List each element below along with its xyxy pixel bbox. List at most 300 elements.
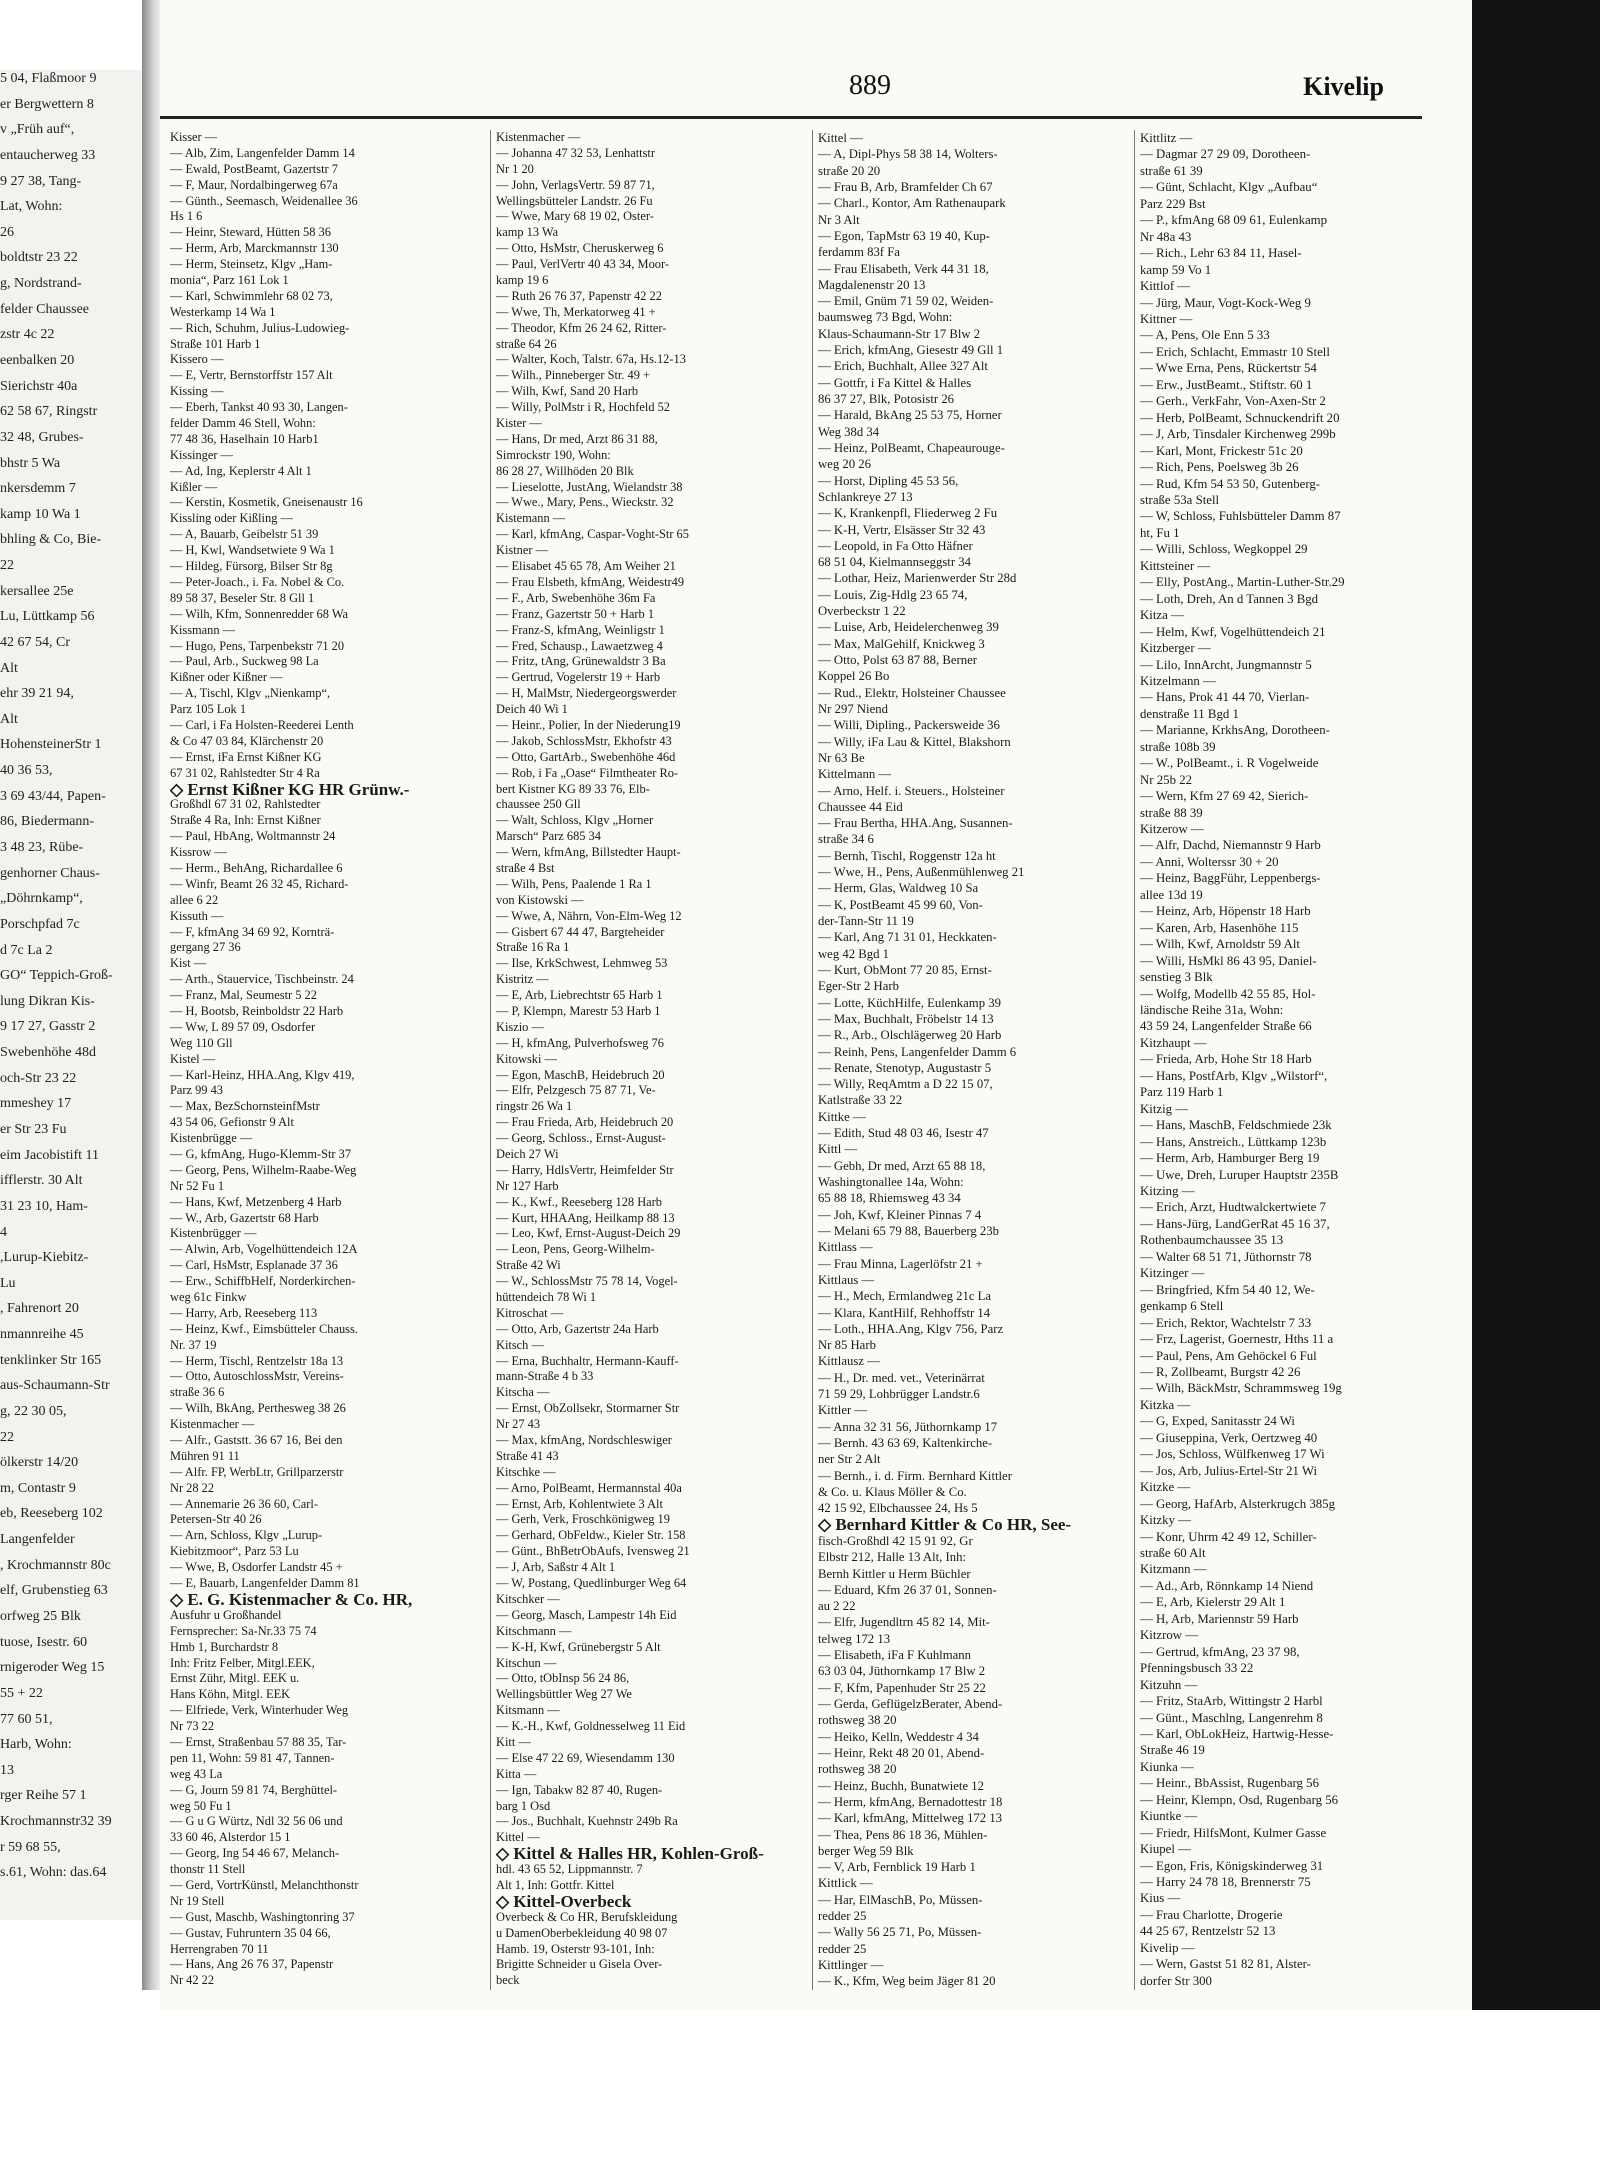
directory-entry: — Günt, Schlacht, Klgv „Aufbau“ (1140, 180, 1318, 195)
directory-entry: Kistenbrügger — (170, 1226, 257, 1241)
directory-entry: Straße 41 43 (496, 1448, 559, 1463)
directory-entry: Kissinger — (170, 447, 233, 462)
directory-entry: — Rich., Lehr 63 84 11, Hasel- (1140, 246, 1302, 261)
fragment-line: g, Nordstrand- (0, 276, 82, 292)
directory-entry: Weg 38d 34 (818, 424, 880, 439)
fragment-line: 86, Biedermann- (0, 814, 95, 830)
directory-entry: — Theodor, Kfm 26 24 62, Ritter- (496, 320, 667, 335)
directory-entry: Kiszio — (496, 1019, 544, 1034)
directory-entry: — H, Bootsb, Reinboldstr 22 Harb (170, 1003, 344, 1018)
directory-entry: — Ernst, ObZollsekr, Stormarner Str (496, 1401, 680, 1416)
directory-entry: Kitzelmann — (1140, 673, 1216, 688)
directory-entry: straße 108b 39 (1140, 739, 1216, 754)
directory-entry: Kius — (1140, 1891, 1181, 1906)
directory-entry: — P., kfmAng 68 09 61, Eulenkamp (1140, 213, 1328, 228)
directory-entry: — Egon, MaschB, Heidebruch 20 (496, 1067, 665, 1082)
directory-entry: — Karl-Heinz, HHA.Ang, Klgv 419, (170, 1067, 355, 1082)
directory-entry: — Wilh, Pens, Paalende 1 Ra 1 (496, 876, 652, 891)
directory-entry: — Franz-S, kfmAng, Weinligstr 1 (496, 622, 665, 637)
directory-entry: — Paul, VerlVertr 40 43 34, Moor- (496, 257, 669, 272)
directory-entry: kamp 13 Wa (496, 225, 559, 240)
directory-entry: — G, Journ 59 81 74, Berghüttel- (170, 1782, 338, 1797)
directory-entry: — Erich, Rektor, Wachtelstr 7 33 (1140, 1315, 1311, 1330)
directory-entry: bert Kistner KG 89 33 76, Elb- (496, 781, 650, 796)
directory-entry: — Frau Elisabeth, Verk 44 31 18, (818, 261, 989, 276)
directory-entry: — Jürg, Maur, Vogt-Kock-Weg 9 (1140, 295, 1311, 310)
directory-entry: weg 20 26 (818, 457, 871, 472)
directory-entry: — Annemarie 26 36 60, Carl- (170, 1496, 318, 1511)
directory-entry: Kiupel — (1140, 1842, 1191, 1857)
directory-entry: — W., PolBeamt., i. R Vogelweide (1140, 756, 1319, 771)
header-rule (160, 116, 1422, 119)
directory-entry: — Jos, Schloss, Wülfkenweg 17 Wi (1140, 1447, 1325, 1462)
directory-entry: — Frau Charlotte, Drogerie (1140, 1907, 1283, 1922)
directory-entry: — Hans, Anstreich., Lüttkamp 123b (1140, 1134, 1327, 1149)
directory-entry: straße 4 Bst (496, 860, 555, 875)
directory-entry: Schlankreye 27 13 (818, 489, 913, 504)
running-header: Kivelip (1303, 72, 1384, 101)
directory-entry: — Joh, Kwf, Kleiner Pinnas 7 4 (818, 1207, 982, 1222)
directory-entry: — H, MalMstr, Niedergeorgswerder (496, 686, 677, 701)
directory-entry: Pfenningsbusch 33 22 (1140, 1661, 1254, 1676)
directory-entry: Nr 63 Be (818, 750, 865, 765)
directory-entry: — H., Dr. med. vet., Veterinärrat (818, 1370, 985, 1385)
directory-entry: weg 42 Bgd 1 (818, 946, 890, 961)
directory-entry: — Heiko, Kelln, Weddestr 4 34 (818, 1729, 979, 1744)
directory-entry: — Gertrud, kfmAng, 23 37 98, (1140, 1644, 1300, 1659)
fragment-line: kersallee 25e (0, 583, 74, 599)
directory-entry: — Wern, kfmAng, Billstedter Haupt- (496, 845, 681, 860)
directory-entry: — Renate, Stenotyp, Augustastr 5 (818, 1060, 992, 1075)
directory-entry: Kitzberger — (1140, 641, 1211, 656)
directory-entry: — Wilh, Kwf, Sand 20 Harb (496, 384, 639, 399)
directory-entry: — Willi, Schloss, Wegkoppel 29 (1140, 542, 1308, 557)
directory-entry: Parz 119 Harb 1 (1140, 1085, 1224, 1100)
directory-entry: — Karen, Arb, Hasenhöhe 115 (1140, 920, 1299, 935)
directory-entry: — Bernh., i. d. Firm. Bernhard Kittler (818, 1468, 1012, 1483)
directory-entry: — Ruth 26 76 37, Papenstr 42 22 (496, 288, 662, 303)
directory-entry: Deich 27 Wi (496, 1147, 559, 1161)
directory-entry: Parz 105 Lok 1 (170, 702, 247, 717)
directory-entry: — Wwe, Th, Merkatorweg 41 + (496, 304, 656, 319)
directory-entry: Nr 127 Harb (496, 1178, 559, 1193)
directory-entry: Parz 99 43 (170, 1083, 223, 1098)
directory-entry: allee 13d 19 (1140, 887, 1203, 902)
directory-entry: redder 25 (818, 1941, 867, 1956)
fragment-line: s.61, Wohn: das.64 (0, 1865, 107, 1881)
column-divider (490, 130, 491, 1990)
directory-entry: — Ign, Tabakw 82 87 40, Rugen- (496, 1782, 663, 1797)
directory-entry: Nr 1 20 (496, 161, 534, 176)
directory-entry: Petersen-Str 40 26 (170, 1512, 262, 1527)
directory-entry: 86 28 27, Willhöden 20 Blk (496, 463, 634, 478)
directory-entry: — Günth., Seemasch, Weidenallee 36 (170, 193, 358, 208)
directory-entry: — Franz, Gazertstr 50 + Harb 1 (496, 606, 655, 621)
directory-entry: — Melani 65 79 88, Bauerberg 23b (818, 1223, 999, 1238)
directory-entry: dorfer Str 300 (1140, 1973, 1212, 1988)
directory-entry: denstraße 11 Bgd 1 (1140, 706, 1239, 721)
directory-entry: Kistemann — (496, 511, 566, 526)
directory-entry: — Gustav, Fuhruntern 35 04 66, (170, 1925, 331, 1940)
page-number: 889 (849, 70, 891, 101)
directory-entry: — Elfr, Jugendltrn 45 82 14, Mit- (818, 1615, 990, 1630)
directory-entry: — Max, kfmAng, Nordschleswiger (496, 1433, 672, 1448)
directory-entry: Kißler — (170, 479, 218, 494)
directory-entry: Wellingsbütteler Landstr. 26 Fu (496, 193, 653, 208)
directory-entry: Straße 42 Wi (496, 1258, 561, 1273)
directory-entry: — Hans, MaschB, Feldschmiede 23k (1140, 1118, 1332, 1133)
directory-entry: Hmb 1, Burchardstr 8 (170, 1639, 279, 1654)
directory-entry: — Heinr, Rekt 48 20 01, Abend- (818, 1745, 985, 1760)
directory-entry: — Jos, Arb, Julius-Ertel-Str 21 Wi (1140, 1463, 1318, 1478)
directory-entry: Straße 101 Harb 1 (170, 336, 261, 351)
directory-entry: — Wern, Kfm 27 69 42, Sierich- (1140, 789, 1309, 804)
directory-entry: fisch-Großhdl 42 15 91 92, Gr (818, 1533, 973, 1548)
directory-entry: Kitzing — (1140, 1184, 1195, 1198)
directory-entry: Kittler — (818, 1403, 868, 1418)
fragment-line: felder Chaussee (0, 301, 90, 317)
directory-entry: — Günt., Maschlng, Langenrehm 8 (1140, 1710, 1323, 1725)
directory-entry: au 2 22 (818, 1599, 856, 1614)
directory-entry: — Max, Buchhalt, Fröbelstr 14 13 (818, 1011, 994, 1026)
directory-entry: — Erich, Schlacht, Emmastr 10 Stell (1140, 344, 1330, 359)
directory-entry: ◇ Bernhard Kittler & Co HR, See- (818, 1516, 1072, 1533)
directory-entry: — Erich, kfmAng, Giesestr 49 Gll 1 (818, 343, 1004, 358)
directory-entry: — Paul, Pens, Am Gehöckel 6 Ful (1140, 1348, 1317, 1363)
directory-entry: Kistenbrügge — (170, 1131, 253, 1146)
directory-entry: — Heinr., Polier, In der Niederung19 (496, 717, 681, 732)
directory-entry: — Leo, Kwf, Ernst-August-Deich 29 (496, 1226, 681, 1241)
directory-entry: kamp 59 Vo 1 (1140, 262, 1212, 277)
directory-entry: — Frieda, Arb, Hohe Str 18 Harb (1140, 1052, 1312, 1067)
directory-entry: — E, Arb, Liebrechtstr 65 Harb 1 (496, 988, 663, 1003)
directory-entry: — Wwe., Mary, Pens., Wieckstr. 32 (496, 495, 674, 510)
directory-entry: — Anna 32 31 56, Jüthornkamp 17 (818, 1419, 998, 1434)
directory-entry: 63 03 04, Jüthornkamp 17 Blw 2 (818, 1664, 986, 1679)
fragment-line: Sierichstr 40a (0, 378, 78, 394)
directory-entry: — Willy, PolMstr i R, Hochfeld 52 (496, 400, 671, 415)
directory-entry: — Loth., HHA.Ang, Klgv 756, Parz (818, 1321, 1004, 1336)
directory-entry: — Herm, Arb, Hamburger Berg 19 (1140, 1151, 1320, 1166)
directory-entry: Westerkamp 14 Wa 1 (170, 304, 276, 319)
directory-entry: — Herb, PolBeamt, Schnuckendrift 20 (1140, 410, 1340, 425)
directory-entry: senstieg 3 Blk (1140, 970, 1213, 985)
directory-entry: — Wwe, A, Nährn, Von-Elm-Weg 12 (496, 908, 682, 923)
directory-entry: — Gottfr, i Fa Kittel & Halles (818, 375, 972, 390)
directory-entry: Straße 46 19 (1140, 1743, 1205, 1758)
directory-entry: — Otto, AutoschlossMstr, Vereins- (170, 1369, 344, 1384)
directory-entry: — K, Krankenpfl, Fliederweg 2 Fu (818, 506, 998, 521)
directory-entry: Kittlitz — (1140, 131, 1193, 145)
fragment-line: 13 (0, 1762, 14, 1778)
directory-entry: — Heinr., BbAssist, Rugenbarg 56 (1140, 1776, 1319, 1791)
directory-entry: Kittner — (1140, 311, 1193, 326)
column-3 (818, 130, 1130, 2000)
directory-entry: & Co. u. Klaus Möller & Co. (818, 1484, 967, 1499)
directory-entry: — Ernst, iFa Ernst Kißner KG (170, 749, 322, 764)
directory-entry: Kitt — (496, 1734, 531, 1749)
directory-entry: — F., Arb, Swebenhöhe 36m Fa (496, 590, 656, 605)
directory-entry: Kitschker — (496, 1591, 560, 1606)
directory-entry: Kittel — (496, 1830, 540, 1845)
directory-entry: — Günt., BhBetrObAufs, Ivensweg 21 (496, 1544, 690, 1559)
directory-entry: Kitzmann — (1140, 1562, 1207, 1577)
directory-entry: — Eduard, Kfm 26 37 01, Sonnen- (818, 1582, 997, 1597)
directory-entry: ◇ Kittel-Overbeck (496, 1893, 632, 1910)
dark-scan-border (1472, 0, 1600, 2010)
fragment-line: 9 27 38, Tang- (0, 173, 82, 189)
fragment-line: er Str 23 Fu (0, 1121, 67, 1137)
directory-entry: — Erich, Arzt, Hudtwalckertwiete 7 (1140, 1200, 1326, 1215)
directory-entry: 42 15 92, Elbchaussee 24, Hs 5 (818, 1501, 978, 1516)
directory-entry: — Heinz, Arb, Höpenstr 18 Harb (1140, 904, 1311, 919)
fragment-line: 40 36 53, (0, 763, 53, 779)
directory-entry: — Harry 24 78 18, Brennerstr 75 (1140, 1875, 1311, 1890)
directory-entry: kamp 19 6 (496, 273, 549, 288)
directory-entry: — K., Kfm, Weg beim Jäger 81 20 (818, 1974, 996, 1989)
directory-entry: — Willy, ReqAmtm a D 22 15 07, (818, 1077, 993, 1092)
fragment-line: 55 + 22 (0, 1685, 43, 1701)
directory-entry: — Gerd, VortrKünstl, Melanchthonstr (170, 1877, 359, 1892)
directory-entry: Herrengraben 70 11 (170, 1941, 269, 1956)
directory-entry: Klaus-Schaumann-Str 17 Blw 2 (818, 326, 981, 341)
directory-entry: u DamenOberbekleidung 40 98 07 (496, 1925, 668, 1940)
directory-entry: Chaussee 44 Eid (818, 799, 903, 814)
directory-entry: Kittlinger — (818, 1958, 884, 1972)
directory-entry: — K-H, Vertr, Elsässer Str 32 43 (818, 522, 986, 537)
directory-entry: Simrockstr 190, Wohn: (496, 447, 611, 462)
fragment-line: bhstr 5 Wa (0, 455, 61, 471)
directory-entry: Kittke — (818, 1109, 866, 1124)
directory-entry: — J, Arb, Tinsdaler Kirchenweg 299b (1140, 427, 1336, 442)
directory-entry: 67 31 02, Rahlstedter Str 4 Ra (170, 765, 320, 780)
directory-entry: — K, PostBeamt 45 99 60, Von- (818, 897, 983, 912)
directory-entry: — Elfr, Pelzgesch 75 87 71, Ve- (496, 1083, 656, 1098)
directory-entry: — Bringfried, Kfm 54 40 12, We- (1140, 1282, 1315, 1297)
directory-entry: — Otto, GartArb., Swebenhöhe 46d (496, 749, 676, 764)
directory-entry: — Otto, tObInsp 56 24 86, (496, 1671, 630, 1686)
directory-entry: — Rud, Kfm 54 53 50, Gutenberg- (1140, 476, 1321, 491)
directory-entry: weg 50 Fu 1 (170, 1798, 232, 1813)
fragment-line: ölkerstr 14/20 (0, 1455, 79, 1471)
fragment-line: tenklinker Str 165 (0, 1352, 102, 1368)
directory-entry: — Georg, Schloss., Ernst-August- (496, 1131, 666, 1146)
directory-entry: — Horst, Dipling 45 53 56, (818, 473, 959, 488)
directory-entry: telweg 172 13 (818, 1631, 891, 1646)
directory-entry: Nr 3 Alt (818, 212, 860, 227)
directory-entry: — Ernst, Arb, Kohlentwiete 3 Alt (496, 1496, 663, 1511)
directory-entry: — Arn, Schloss, Klgv „Lurup- (170, 1528, 323, 1543)
directory-entry: — Rob, i Fa „Oase“ Filmtheater Ro- (496, 765, 679, 780)
directory-entry: — Wwe, H., Pens, Außenmühlenweg 21 (818, 865, 1025, 880)
directory-entry: — G u G Würtz, Ndl 32 56 06 und (170, 1814, 343, 1829)
directory-entry: — Har, ElMaschB, Po, Müssen- (818, 1892, 983, 1907)
directory-entry: — Frau B, Arb, Bramfelder Ch 67 (818, 179, 993, 194)
directory-entry: Kissmann — (170, 622, 236, 637)
directory-entry: 43 54 06, Gefionstr 9 Alt (170, 1115, 294, 1130)
directory-entry: Ausfuhr u Großhandel (170, 1607, 282, 1622)
directory-entry: — Alwin, Arb, Vogelhüttendeich 12A (170, 1242, 358, 1257)
directory-entry: Kittlausz — (818, 1354, 880, 1369)
directory-entry: Kitsmann — (496, 1703, 560, 1718)
directory-entry: hüttendeich 78 Wi 1 (496, 1290, 597, 1305)
fragment-line: Alt (0, 660, 18, 676)
fragment-line: er Bergwettern 8 (0, 96, 94, 112)
directory-entry: Wellingsbüttler Weg 27 We (496, 1687, 632, 1702)
directory-entry: — K.-H., Kwf, Goldnesselweg 11 Eid (496, 1719, 686, 1734)
directory-entry: — Heinz, Kwf., Eimsbütteler Chauss. (170, 1321, 358, 1336)
directory-entry: Overbeck & Co HR, Berufskleidung (496, 1909, 678, 1924)
directory-entry: — Heinz, Buchh, Bunatwiete 12 (818, 1778, 985, 1793)
directory-entry: straße 60 Alt (1140, 1545, 1206, 1560)
fragment-line: rnigeroder Weg 15 (0, 1660, 105, 1676)
directory-entry: — Walter, Koch, Talstr. 67a, Hs.12-13 (496, 352, 686, 367)
directory-entry: — Egon, TapMstr 63 19 40, Kup- (818, 228, 990, 243)
directory-entry: — John, VerlagsVertr. 59 87 71, (496, 177, 655, 192)
directory-entry: Kiunka — (1140, 1759, 1194, 1774)
directory-entry: ringstr 26 Wa 1 (496, 1099, 573, 1114)
directory-entry: — Louis, Zig-Hdlg 23 65 74, (818, 587, 968, 602)
directory-entry: felder Damm 46 Stell, Wohn: (170, 416, 316, 431)
directory-entry: straße 88 39 (1140, 805, 1203, 820)
directory-entry: — Thea, Pens 86 18 36, Mühlen- (818, 1827, 988, 1842)
directory-entry: — Frz, Lagerist, Goernestr, Hths 11 a (1140, 1332, 1334, 1347)
directory-entry: — Frau Bertha, HHA.Ang, Susannen- (818, 816, 1013, 831)
directory-entry: straße 53a Stell (1140, 492, 1220, 507)
directory-entry: — Elfriede, Verk, Winterhuder Weg (170, 1703, 349, 1718)
directory-entry: — Gertrud, Vogelerstr 19 + Harb (496, 670, 661, 685)
directory-entry: ferdamm 83f Fa (818, 245, 900, 260)
directory-entry: — Otto, HsMstr, Cheruskerweg 6 (496, 241, 664, 256)
directory-entry: Nr 27 43 (496, 1417, 541, 1432)
directory-entry: — Wilh., Pinneberger Str. 49 + (496, 368, 651, 383)
directory-entry: — A, Bauarb, Geibelstr 51 39 (170, 527, 319, 542)
fragment-line: g, 22 30 05, (0, 1403, 67, 1419)
directory-entry: — Frau Minna, Lagerlöfstr 21 + (818, 1256, 983, 1271)
directory-entry: — Harald, BkAng 25 53 75, Horner (818, 408, 1002, 423)
directory-entry: berger Weg 59 Blk (818, 1843, 914, 1858)
directory-entry: — Gebh, Dr med, Arzt 65 88 18, (818, 1158, 986, 1173)
directory-entry: Weg 110 Gll (170, 1035, 233, 1050)
directory-entry: Kittel — (818, 131, 863, 145)
directory-entry: — Willi, HsMkl 86 43 95, Daniel- (1140, 953, 1317, 968)
directory-entry: straße 61 39 (1140, 163, 1203, 178)
directory-entry: — Arno, PolBeamt, Hermannstal 40a (496, 1480, 682, 1495)
directory-entry: — Karl, Schwimmlehr 68 02 73, (170, 288, 333, 303)
directory-entry: — Elisabeth, iFa F Kuhlmann (818, 1648, 971, 1663)
fragment-line: r 59 68 55, (0, 1839, 61, 1855)
fragment-line: elf, Grubenstieg 63 (0, 1583, 108, 1599)
directory-entry: — Georg, Masch, Lampestr 14h Eid (496, 1607, 677, 1622)
facing-page-fragment (0, 70, 145, 1920)
directory-entry: straße 20 20 (818, 163, 881, 178)
directory-entry: — R, Zollbeamt, Burgstr 42 26 (1140, 1364, 1301, 1379)
directory-entry: — Paul, Arb., Suckweg 98 La (170, 654, 319, 669)
directory-entry: Kisser — (170, 130, 218, 144)
directory-entry: — Ww, L 89 57 09, Osdorfer (170, 1019, 316, 1034)
directory-entry: — Franz, Mal, Seumestr 5 22 (170, 988, 317, 1003)
directory-entry: Kitscha — (496, 1385, 550, 1400)
fragment-line: entaucherweg 33 (0, 147, 96, 163)
directory-entry: — Fritz, StaArb, Wittingstr 2 Harbl (1140, 1694, 1323, 1709)
directory-entry: — Hildeg, Fürsorg, Bilser Str 8g (170, 559, 333, 574)
directory-entry: — Karl, Ang 71 31 01, Heckkaten- (818, 930, 997, 945)
directory-entry: — P, Klempn, Marestr 53 Harb 1 (496, 1003, 661, 1018)
directory-entry: allee 6 22 (170, 892, 219, 907)
directory-entry: — Leon, Pens, Georg-Wilhelm- (496, 1242, 655, 1257)
directory-entry: Alt 1, Inh: Gottfr. Kittel (496, 1877, 615, 1892)
directory-entry: — Marianne, KrkhsAng, Dorotheen- (1140, 723, 1330, 738)
directory-entry: — Lothar, Heiz, Marienwerder Str 28d (818, 571, 1017, 586)
fragment-line: mmeshey 17 (0, 1096, 72, 1112)
fragment-line: Porschpfad 7c (0, 916, 80, 932)
directory-entry: straße 64 26 (496, 336, 557, 351)
directory-entry: — H, kfmAng, Pulverhofsweg 76 (496, 1035, 664, 1050)
directory-entry: — Frau Elsbeth, kfmAng, Weidestr49 (496, 574, 685, 589)
directory-entry: rothsweg 38 20 (818, 1713, 897, 1728)
fragment-line: „Döhrnkamp“, (0, 891, 83, 907)
directory-entry: — Wilh, BkAng, Perthesweg 38 26 (170, 1401, 346, 1416)
directory-entry: — H, Arb, Mariennstr 59 Harb (1140, 1611, 1299, 1626)
column-divider (1134, 130, 1135, 1990)
directory-entry: Nr 52 Fu 1 (170, 1178, 225, 1193)
directory-entry: Kitzky — (1140, 1513, 1191, 1528)
fragment-line: 9 17 27, Gasstr 2 (0, 1019, 96, 1035)
fragment-line: aus-Schaumann-Str (0, 1378, 110, 1394)
directory-entry: Straße 4 Ra, Inh: Ernst Kißner (170, 813, 321, 828)
directory-entry: straße 36 6 (170, 1385, 225, 1400)
directory-entry: mann-Straße 4 b 33 (496, 1369, 594, 1384)
directory-entry: — Egon, Fris, Königskinderweg 31 (1140, 1858, 1324, 1873)
directory-entry: — Anni, Wolterssr 30 + 20 (1140, 854, 1279, 869)
directory-entry: — Herm, Steinsetz, Klgv „Ham- (170, 257, 333, 272)
directory-entry: — Wwe, B, Osdorfer Landstr 45 + (170, 1560, 343, 1575)
fragment-line: 32 48, Grubes- (0, 429, 84, 445)
directory-entry: — Wolfg, Modellb 42 55 85, Hol- (1140, 986, 1316, 1001)
fragment-line: 77 60 51, (0, 1711, 53, 1727)
directory-entry: Kittlof — (1140, 279, 1191, 294)
directory-entry: — Karl, ObLokHeiz, Hartwig-Hesse- (1140, 1726, 1334, 1741)
directory-entry: — Wwe Erna, Pens, Rückertstr 54 (1140, 361, 1317, 376)
directory-entry: Kitzhaupt — (1140, 1035, 1207, 1050)
directory-entry: 71 59 29, Lohbrügger Landstr.6 (818, 1387, 980, 1402)
directory-entry: Kitschmann — (496, 1623, 572, 1638)
directory-entry: — Hans, Kwf, Metzenberg 4 Harb (170, 1194, 342, 1209)
directory-entry: — Georg, Ing 54 46 67, Melanch- (170, 1846, 340, 1861)
directory-entry: Kitzke — (1140, 1480, 1191, 1495)
directory-entry: — Heinr, Klempn, Osd, Rugenbarg 56 (1140, 1792, 1339, 1807)
directory-entry: — Arth., Stauervice, Tischbeinstr. 24 (170, 972, 354, 987)
directory-entry: Kitzrow — (1140, 1628, 1199, 1643)
fragment-line: 3 48 23, Rübe- (0, 840, 84, 855)
directory-entry: barg 1 Osd (496, 1798, 551, 1813)
directory-entry: Kitzerow — (1140, 822, 1204, 837)
directory-entry: — Herm., BehAng, Richardallee 6 (170, 860, 343, 875)
fragment-line: eim Jacobistift 11 (0, 1147, 100, 1163)
directory-entry: Elbstr 212, Halle 13 Alt, Inh: (818, 1550, 967, 1565)
directory-entry: — Kurt, HHAAng, Heilkamp 88 13 (496, 1210, 675, 1225)
directory-entry: — H, Kwl, Wandsetwiete 9 Wa 1 (170, 543, 335, 558)
directory-entry: Kitzig — (1140, 1101, 1189, 1116)
directory-entry: — Peter-Joach., i. Fa. Nobel & Co. (170, 574, 345, 589)
directory-entry: — Hans, Ang 26 76 37, Papenstr (170, 1957, 334, 1972)
fragment-line: Lu, Lüttkamp 56 (0, 609, 95, 625)
fragment-line: boldtstr 23 22 (0, 250, 78, 266)
directory-entry: Hamb. 19, Osterstr 93-101, Inh: (496, 1941, 655, 1956)
fragment-line: d 7c La 2 (0, 942, 53, 958)
directory-entry: Nr. 37 19 (170, 1337, 217, 1352)
fragment-line: lung Dikran Kis- (0, 993, 95, 1009)
